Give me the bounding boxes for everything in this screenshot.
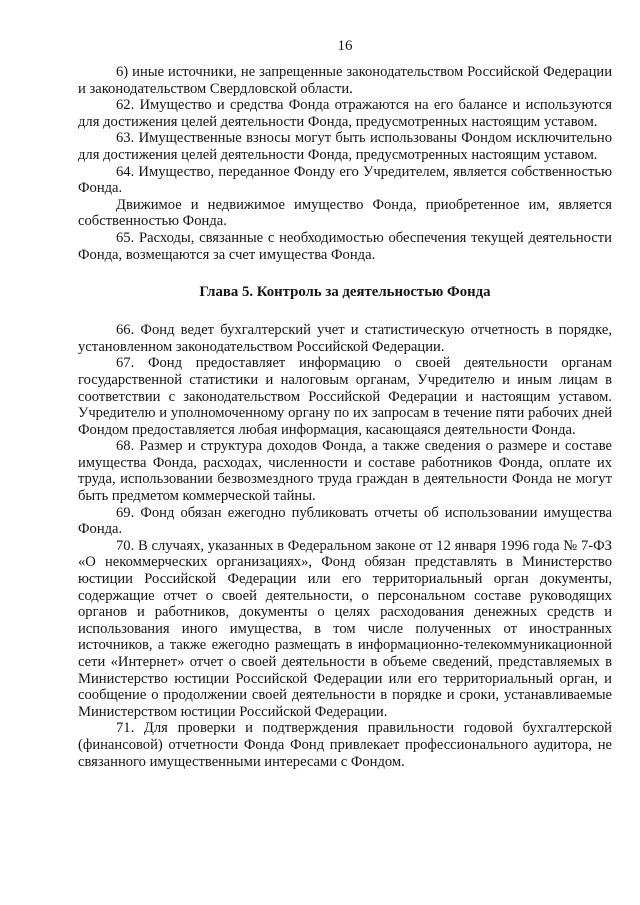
paragraphs-after-chapter xyxy=(78,322,612,770)
paragraph-63: 63. Имущественные взносы могут быть использованы Фондом исключительно для достижения целей деятельности Фонда, предусмотренных настоящим уставом. xyxy=(78,130,612,163)
paragraph-64-movable-property: Движимое и недвижимое имущество Фонда, приобретенное им, является собственностью Фонда. xyxy=(78,196,612,230)
paragraph-64: 64. Имущество, переданное Фонду его Учредителем, является собственностью Фонда. xyxy=(78,163,612,197)
paragraph-70: 70. В случаях, указанных в Федеральном законе от 12 января 1996 года № 7-ФЗ «О некоммерческих организациях», Фонд обязан представлять в Министерство юстиции Российской Федерации или его территориальный орган документы, содержащие отчет о своей деятельности, о персональном составе руководящих органов и работников, документы о целях расходования денежных средств и использования иного имущества, в том числе полученных от иностранных источников, а также ежегодно размещать в информационно-телекоммуникационной сети «Интернет» отчет о своей деятельности в объеме сведений, представляемых в Министерство юстиции Российской Федерации или его территориальный орган, и сообщение о продолжении своей деятельности в порядке и сроки, устанавливаемые Министерством юстиции Российской Федерации. xyxy=(78,537,612,720)
paragraph-66: 66. Фонд ведет бухгалтерский учет и статистическую отчетность в порядке, установленном законодательством Российской Федерации. xyxy=(78,322,612,355)
paragraph-65: 65. Расходы, связанные с необходимостью обеспечения текущей деятельности Фонда, возмещаются за счет имущества Фонда. xyxy=(78,229,612,263)
paragraph-67: 67. Фонд предоставляет информацию о своей деятельности органам государственной статистики и налоговым органам, Учредителю и иным лицам в соответствии с законодательством Российской Федерации и настоящим уставом. Учредителю и уполномоченному органу по их запросам в течение пяти рабочих дней Фондом предоставляется любая информация, касающаяся деятельности Фонда. xyxy=(78,355,612,438)
paragraphs-before-chapter xyxy=(78,64,612,263)
paragraph-6-sources: 6) иные источники, не запрещенные законодательством Российской Федерации и законодательством Свердловской области. xyxy=(78,64,612,97)
chapter-title: Глава 5. Контроль за деятельностью Фонда xyxy=(199,284,491,301)
paragraph-69: 69. Фонд обязан ежегодно публиковать отчеты об использовании имущества Фонда. xyxy=(78,504,612,538)
paragraph-68: 68. Размер и структура доходов Фонда, а также сведения о размере и составе имущества Фонда, расходах, численности и составе работников Фонда, оплате их труда, использовании безвозмездного труда граждан в деятельности Фонда не могут быть предметом коммерческой тайны. xyxy=(78,438,612,505)
document-page xyxy=(78,38,612,770)
page-number: 16 xyxy=(337,38,353,54)
paragraph-71: 71. Для проверки и подтверждения правильности годовой бухгалтерской (финансовой) отчетности Фонда Фонд привлекает профессионального аудитора, не связанного имущественными интересами с Фондом. xyxy=(78,720,612,770)
paragraph-62: 62. Имущество и средства Фонда отражаются на его балансе и используются для достижения целей деятельности Фонда, предусмотренных настоящим уставом. xyxy=(78,97,612,130)
